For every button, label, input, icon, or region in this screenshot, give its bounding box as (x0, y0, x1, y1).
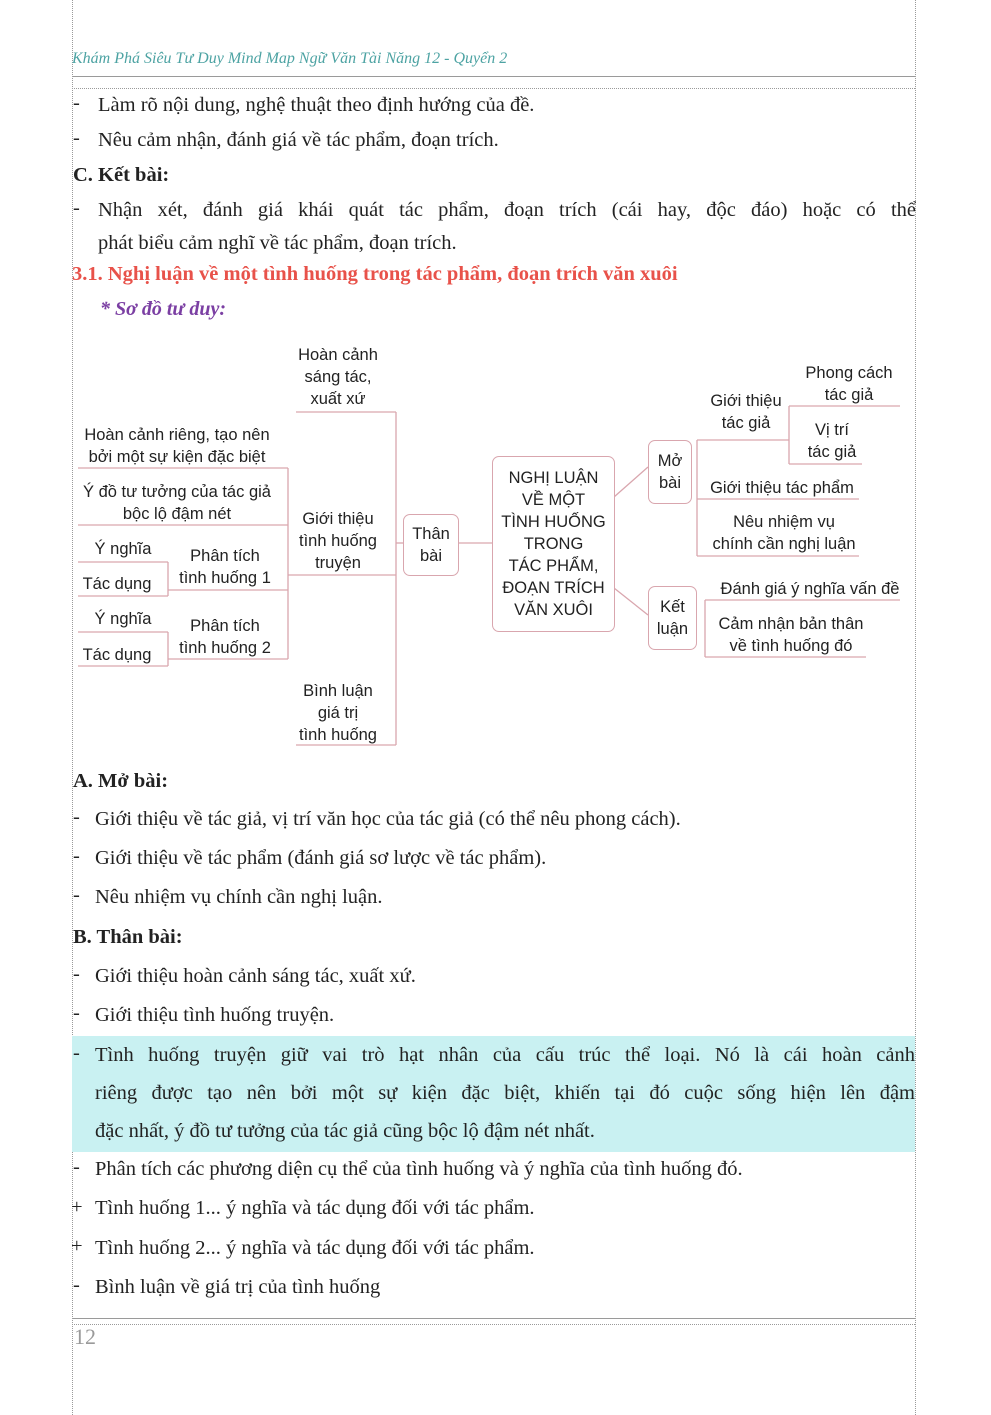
mindmap-node-than-bai (403, 514, 459, 576)
node-line: tình huống (299, 726, 377, 744)
node-line: truyện (315, 554, 361, 572)
node-line: giá trị (317, 704, 359, 722)
node-line: Thân (412, 525, 450, 543)
bullet-dash: - (73, 845, 80, 867)
mindmap-gioi-thieu-tac-gia (704, 390, 788, 434)
node-line: Phân tích (190, 547, 260, 565)
body-a-3: Nêu nhiệm vụ chính cần nghị luận. (95, 886, 383, 908)
mindmap-node-ket-luan (648, 586, 697, 650)
center-line: TÁC PHẨM, (508, 557, 599, 575)
section-b-heading: B. Thân bài: (73, 926, 183, 948)
mindmap-center-node (492, 456, 615, 632)
bullet-dash: - (73, 1002, 80, 1024)
body-b-2: Giới thiệu tình huống truyện. (95, 1004, 335, 1026)
node-line: tác giả (721, 414, 771, 432)
node-line: Ý đồ tư tưởng của tác giả (83, 483, 271, 501)
conclusion-line-1: Nhận xét, đánh giá khái quát tác phẩm, đoạn trích (cái hay, độc đáo) hoặc có thể (98, 199, 916, 221)
body-b-3-line-2: riêng được tạo nên bởi một sự kiện đặc biệt, khiến tại đó cuộc sống hiện lên đậm (95, 1082, 915, 1104)
body-b-3-line-1: Tình huống truyện giữ vai trò hạt nhân của cấu trúc thể loại. Nó là cái hoàn cảnh (95, 1044, 915, 1066)
mindmap-phong-cach (796, 362, 902, 406)
node-line: Phong cách (805, 364, 893, 382)
page-number: 12 (74, 1324, 96, 1349)
node-line: tình huống 2 (179, 639, 271, 657)
mindmap-cam-nhan (708, 613, 874, 657)
node-line: tình huống 1 (179, 569, 271, 587)
bullet-dash: - (73, 1042, 80, 1064)
mindmap-phan-tich-2 (172, 615, 278, 659)
node-line: tình huống (299, 532, 377, 550)
node-line: về tình huống đó (729, 637, 853, 655)
mindmap-node-mo-bai (648, 440, 692, 504)
node-line: bài (419, 547, 443, 565)
mindmap-y-nghia-2: Ý nghĩa (94, 610, 152, 628)
node-line: luận (656, 620, 689, 638)
mindmap-gioi-thieu-tac-pham: Giới thiệu tác phẩm (710, 479, 854, 497)
section-c-heading: C. Kết bài: (73, 164, 170, 186)
top-bullet-1: Làm rõ nội dung, nghệ thuật theo định hướng của đề. (98, 94, 535, 116)
mindmap-subtitle: * Sơ đồ tư duy: (100, 298, 227, 320)
node-line: chính cần nghị luận (712, 535, 856, 553)
center-line: ĐOẠN TRÍCH (502, 579, 605, 597)
body-b-6: Tình huống 2... ý nghĩa và tác dụng đối với tác phẩm. (95, 1237, 535, 1259)
bullet-dash: - (73, 1274, 80, 1296)
running-header: Khám Phá Siêu Tư Duy Mind Map Ngữ Văn Tài Năng 12 - Quyển 2 (72, 50, 508, 67)
bullet-plus: + (71, 1235, 83, 1257)
node-line: bởi một sự kiện đặc biệt (88, 448, 266, 466)
mindmap-y-do (78, 481, 276, 525)
center-line: VĂN XUÔI (514, 601, 593, 619)
node-line: bộc lộ đậm nét (122, 505, 232, 523)
node-line: Giới thiệu (302, 510, 374, 528)
bullet-dash: - (73, 806, 80, 828)
node-line: Nêu nhiệm vụ (733, 513, 835, 531)
section-title: 3.1. Nghị luận về một tình huống trong tác phẩm, đoạn trích văn xuôi (72, 263, 678, 285)
node-line: Kết (660, 598, 685, 616)
bullet-dash: - (73, 963, 80, 985)
top-bullet-2: Nêu cảm nhận, đánh giá về tác phẩm, đoạn trích. (98, 129, 499, 151)
body-b-7: Bình luận về giá trị của tình huống (95, 1276, 381, 1298)
conclusion-line-2: phát biểu cảm nghĩ về tác phẩm, đoạn trích. (98, 232, 457, 254)
node-line: xuất xứ (310, 390, 366, 408)
bullet-dash: - (73, 884, 80, 906)
mindmap-binh-luan (292, 680, 384, 746)
mindmap-danh-gia: Đánh giá ý nghĩa vấn đề (720, 580, 900, 598)
mindmap-vi-tri (796, 419, 868, 463)
mindmap-gioi-thieu-tinh-huong (292, 508, 384, 574)
node-line: tác giả (807, 443, 857, 461)
node-line: Vị trí (815, 421, 849, 439)
node-line: Cảm nhận bản thân (718, 615, 864, 633)
node-line: Hoàn cảnh (298, 346, 378, 364)
bullet-plus: + (71, 1196, 83, 1218)
node-line: Hoàn cảnh riêng, tạo nên (84, 426, 270, 444)
center-line: TÌNH HUỐNG (501, 513, 606, 531)
node-line: Bình luận (303, 682, 373, 700)
body-b-4: Phân tích các phương diện cụ thể của tình huống và ý nghĩa của tình huống đó. (95, 1158, 743, 1180)
center-line: NGHỊ LUẬN (508, 469, 599, 487)
section-a-heading: A. Mở bài: (73, 770, 169, 792)
node-line: bài (658, 474, 682, 492)
node-line: Mở (657, 452, 683, 470)
bullet-dash: - (73, 197, 80, 219)
bullet-dash: - (73, 127, 80, 149)
bullet-dash: - (73, 92, 80, 114)
node-line: tác giả (824, 386, 874, 404)
center-line: TRONG (523, 535, 584, 553)
node-line: Giới thiệu (710, 392, 782, 410)
mindmap-nhiem-vu (702, 511, 866, 555)
mindmap-y-nghia-1: Ý nghĩa (94, 540, 152, 558)
bullet-dash: - (73, 1156, 80, 1178)
body-b-3-line-3: đặc nhất, ý đồ tư tưởng của tác giả cũng bộc lộ đậm nét nhất. (95, 1120, 595, 1142)
node-line: Phân tích (190, 617, 260, 635)
mindmap-hoan-canh-sang-tac (290, 344, 386, 410)
mindmap-tac-dung-2: Tác dụng (82, 646, 152, 664)
body-b-5: Tình huống 1... ý nghĩa và tác dụng đối với tác phẩm. (95, 1197, 535, 1219)
center-line: VỀ MỘT (521, 491, 586, 509)
mindmap-phan-tich-1 (172, 545, 278, 589)
body-a-2: Giới thiệu về tác phẩm (đánh giá sơ lược về tác phẩm). (95, 847, 547, 869)
mindmap-tac-dung-1: Tác dụng (82, 575, 152, 593)
node-line: sáng tác, (304, 368, 372, 386)
body-a-1: Giới thiệu về tác giả, vị trí văn học của tác giả (có thể nêu phong cách). (95, 808, 681, 830)
body-b-1: Giới thiệu hoàn cảnh sáng tác, xuất xứ. (95, 965, 416, 987)
mindmap-hoan-canh-rieng (78, 424, 276, 468)
